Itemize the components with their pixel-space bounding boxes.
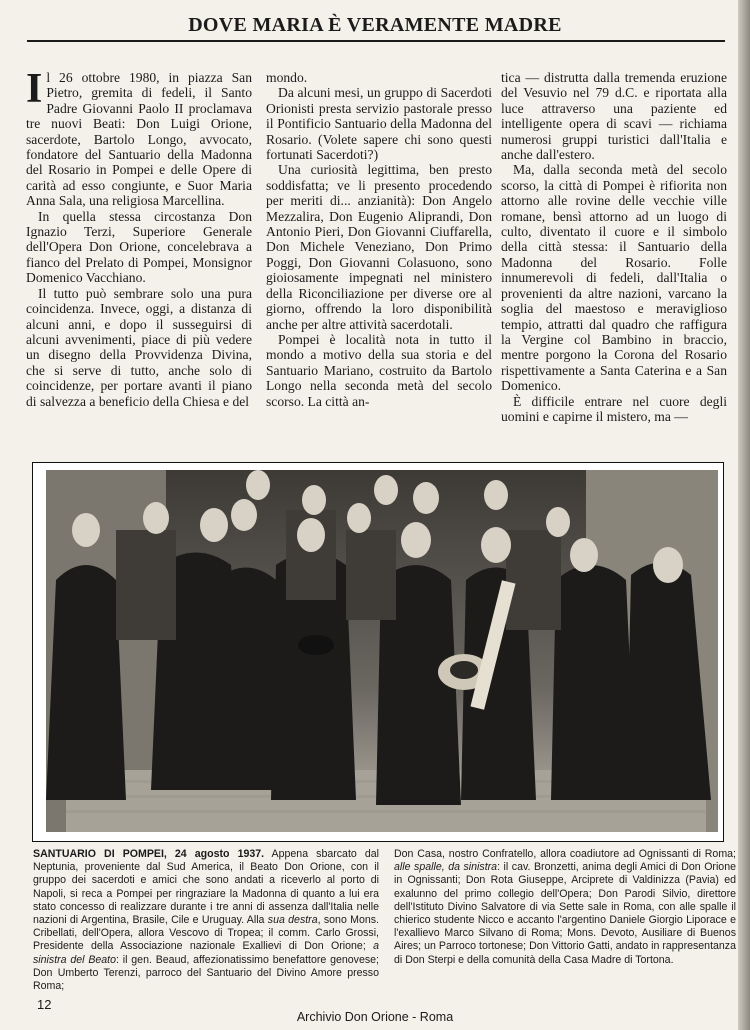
article-body <box>26 66 727 440</box>
page-title: DOVE MARIA È VERAMENTE MADRE <box>188 14 562 36</box>
photo-caption-left: SANTUARIO DI POMPEI, 24 agosto 1937. Appena sbarcato dal Neptunia, proveniente dal Sud America, il Beato Don Orione, con il gruppo dei sacerdoti e amici che sono andati a riceverlo al porto di Napoli, si reca a Pompei per ringraziare la Madonna di quanto a lui era stato concesso di realizzare durante i tre anni di assenza dall'Italia nelle nazioni di Argentina, Brasile, Cile e Uruguay. Alla sua destra, sono Mons. Cribellati, dell'Opera, allora Vescovo di Tropea; il comm. Carlo Grossi, Presidente della Associazione nazionale Exallievi di Don Orione; a sinistra del Beato: il gen. Beaud, affezionatissimo benefattore genovese; Don Umberto Terenzi, parroco del Santuario del Divino Amore presso Roma; <box>33 848 379 993</box>
article-paragraph: tica — distrutta dalla tremenda eruzione del Vesuvio nel 79 d.C. e riportata alla luce attraverso una paziente ed intelligente opera di scavi — richiama numerosi gruppi turistici dall'Italia e anche dall'estero. <box>501 70 727 163</box>
archive-footer: Archivio Don Orione - Roma <box>296 1010 454 1024</box>
article-paragraph: Ma, dalla seconda metà del secolo scorso, la città di Pompei è rifiorita non attorno alle rovine delle vecchie ville romane, bensì attorno ad un luogo di culto, diventato il cuore e il simbolo della città stessa: il Santuario della Madonna del Rosario. Folle innumerevoli di fedeli, dall'Italia o provenienti da altre nazioni, varcano la soglia del maestoso e meraviglioso tempio, attratti dal quadro che raffigura la Vergine col Bambino in braccio, mentre porgono la Corona del Rosario rispettivamente a Santa Caterina e a San Domenico. <box>501 162 727 394</box>
article-paragraph: Da alcuni mesi, un gruppo di Sacerdoti Orionisti presta servizio pastorale presso il Pontificio Santuario della Madonna del Rosario. (Volete sapere chi sono questi fortunati Sacerdoti?) <box>266 85 492 163</box>
page-edge <box>738 0 750 1030</box>
article-column-1 <box>26 66 252 409</box>
caption-heading: SANTUARIO DI POMPEI, 24 agosto 1937. <box>33 848 265 860</box>
drop-cap: I <box>26 66 43 112</box>
article-column-2 <box>266 70 492 409</box>
article-paragraph: In quella stessa circostanza Don Ignazio Terzi, Superiore Generale dell'Opera Don Orione, concelebrava a fianco del Prelato di Pompei, Monsignor Domenico Vacchiano. <box>26 208 252 286</box>
article-paragraph: Il tutto può sembrare solo una pura coincidenza. Invece, oggi, a distanza di alcuni anni, e dopo il susseguirsi di alcuni avvenimenti, piace di più vedere un disegno della Provvidenza Divina, che si serve di tutto, anche solo di coincidenze, per portare avanti il piano di salvezza a beneficio della Chiesa e del <box>26 285 252 409</box>
title-rule <box>27 40 725 42</box>
page-number: 12 <box>37 997 52 1012</box>
article-paragraph: Pompei è località nota in tutto il mondo a motivo della sua storia e del Santuario Mariano, costruito da Bartolo Longo nella seconda metà del secolo scorso. La città an- <box>266 331 492 409</box>
article-paragraph: Una curiosità legittima, ben presto soddisfatta; ve li presento procedendo per meriti di... anzianità): Don Angelo Mezzalira, Don Eugenio Aliprandi, Don Antonio Pieri, Don Giovanni Ciuffarella, Don Michele Veneziano, Don Primo Poggi, Don Giovanni Colasuono, sono gioiosamente impegnati nel ministero della Riconciliazione per diverse ore al giorno, offrendo la loro disponibilità anche per altre attività sacerdotali. <box>266 162 492 332</box>
photo-caption-right: Don Casa, nostro Confratello, allora coadiutore ad Ognissanti di Roma; alle spalle, da sinistra: il cav. Bronzetti, anima degli Amici di Don Orione in Ognissanti; Don Rota Giuseppe, Arciprete di Valdinizza (Pavia) ed exalunno del primo collegio dell'Opera; Don Parodi Silvio, direttore dell'Istituto Divino Salvatore di via Sette sale in Roma, con alle spalle il chierico studente Nicco e accanto l'argentino Daniele Giorgio Liporace e l'exallievo Marco Silvano di Roma; Mons. Devoto, Ausiliare di Buenos Aires; un Parroco tortonese; Don Vittorio Gatti, andato in rappresentanza di Don Sterpi e della comunità della Casa Madre di Tortona. <box>394 848 736 966</box>
article-paragraph: È difficile entrare nel cuore degli uomini e capirne il mistero, ma — <box>501 393 727 424</box>
article-column-3 <box>501 70 727 424</box>
article-paragraph: mondo. <box>266 70 308 85</box>
group-photo <box>46 470 718 832</box>
article-paragraph: Il 26 ottobre 1980, in piazza San Pietro, gremita di fedeli, il Santo Padre Giovanni Paolo II proclamava tre nuovi Beati: Don Luigi Orione, sacerdote, Bartolo Longo, avvocato, fondatore del Santuario della Madonna del Rosario in Pompei e delle Opere di carità ad esso congiunte, e Suor Maria Anna Sala, una religiosa Marcellina. <box>26 66 252 209</box>
